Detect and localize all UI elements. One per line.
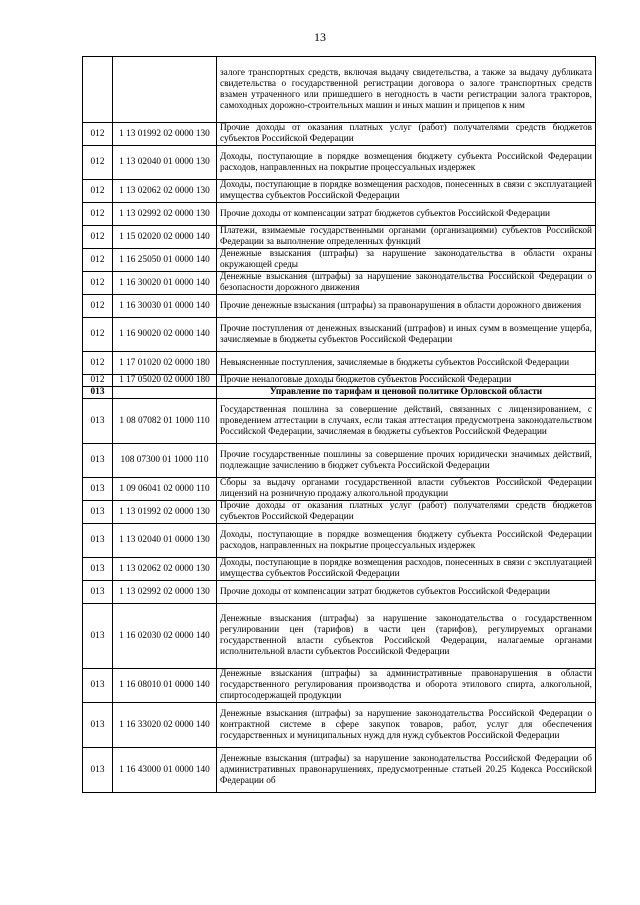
table-row (83, 123, 596, 146)
table-row (83, 558, 596, 581)
admin-code-cell: 012 (83, 295, 113, 318)
kbk-code-cell: 1 15 02020 02 0000 140 (113, 226, 217, 249)
revenue-name-cell: Прочие государственные пошлины за совершение прочих юридически значимых действий, подлежащие зачислению в бюджет субъекта Российской Федерации (217, 444, 596, 478)
kbk-code-cell: 1 13 02992 02 0000 130 (113, 581, 217, 604)
kbk-code-cell: 1 16 02030 02 0000 140 (113, 604, 217, 669)
revenue-name-cell: Невыясненные поступления, зачисляемые в бюджеты субъектов Российской Федерации (217, 352, 596, 375)
revenue-name-cell: Прочие неналоговые доходы бюджетов субъектов Российской Федерации (217, 375, 596, 387)
revenue-name-cell: Государственная пошлина за совершение действий, связанных с лицензированием, с проведением аттестации в случаях, если такая аттестация предусмотрена законодательством Российской Федерации, зачисляемая в бюджеты субъектов Российской Федерации (217, 399, 596, 444)
revenue-codes-table (82, 56, 596, 793)
revenue-name-cell: Доходы, поступающие в порядке возмещения расходов, понесенных в связи с эксплуатацией имущества субъектов Российской Федерации (217, 180, 596, 203)
admin-code-cell: 013 (83, 703, 113, 748)
kbk-code-cell: 108 07300 01 1000 110 (113, 444, 217, 478)
kbk-code-cell: 1 13 02992 02 0000 130 (113, 203, 217, 226)
admin-code-cell: 012 (83, 146, 113, 180)
revenue-name-cell: Денежные взыскания (штрафы) за нарушение законодательства Российской Федерации о контрактной системе в сфере закупок товаров, работ, услуг для обеспечения государственных и муниципальных нужд для нужд субъектов Российской Федерации (217, 703, 596, 748)
revenue-name-cell: Сборы за выдачу органами государственной власти субъектов Российской Федерации лицензий на розничную продажу алкогольной продукции (217, 478, 596, 501)
table-row (83, 180, 596, 203)
table-row (83, 203, 596, 226)
table-row (83, 226, 596, 249)
table-row (83, 272, 596, 295)
revenue-name-cell: Платежи, взимаемые государственными органами (организациями) субъектов Российской Федерации за выполнение определенных функций (217, 226, 596, 249)
admin-code-cell: 013 (83, 581, 113, 604)
revenue-name-cell: Прочие поступления от денежных взысканий (штрафов) и иных сумм в возмещение ущерба, зачисляемые в бюджеты субъектов Российской Федерации (217, 318, 596, 352)
kbk-code-cell: 1 13 01992 02 0000 130 (113, 123, 217, 146)
table-row (83, 669, 596, 703)
kbk-code-cell (113, 57, 217, 123)
revenue-name-cell: Денежные взыскания (штрафы) за нарушение законодательства Российской Федерации о безопасности дорожного движения (217, 272, 596, 295)
admin-code-cell: 012 (83, 352, 113, 375)
kbk-code-cell: 1 17 01020 02 0000 180 (113, 352, 217, 375)
table-row (83, 604, 596, 669)
admin-code-cell: 013 (83, 604, 113, 669)
admin-code-cell: 013 (83, 399, 113, 444)
admin-code-cell: 013 (83, 669, 113, 703)
admin-code-cell: 013 (83, 478, 113, 501)
revenue-name-cell: Денежные взыскания (штрафы) за нарушение законодательства о государственном регулировании цен (тарифов) в части цен (тарифов), регулируемых органами государственной власти субъектов Российской Федерации, налагаемые органами исполнительной власти субъектов Российской Федерации (217, 604, 596, 669)
admin-code-cell: 012 (83, 375, 113, 387)
admin-code-cell: 012 (83, 249, 113, 272)
revenue-name-cell: Доходы, поступающие в порядке возмещения расходов, понесенных в связи с эксплуатацией имущества субъектов Российской Федерации (217, 558, 596, 581)
revenue-name-cell: Прочие доходы от компенсации затрат бюджетов субъектов Российской Федерации (217, 581, 596, 604)
kbk-code-cell: 1 16 30030 01 0000 140 (113, 295, 217, 318)
revenue-name-cell: Прочие доходы от компенсации затрат бюджетов субъектов Российской Федерации (217, 203, 596, 226)
kbk-code-cell: 1 13 01992 02 0000 130 (113, 501, 217, 524)
revenue-name-cell: Денежные взыскания (штрафы) за нарушение законодательства в области охраны окружающей среды (217, 249, 596, 272)
table-row (83, 146, 596, 180)
kbk-code-cell: 1 17 05020 02 0000 180 (113, 375, 217, 387)
table-row (83, 581, 596, 604)
kbk-code-cell (113, 387, 217, 399)
kbk-code-cell: 1 16 25050 01 0000 140 (113, 249, 217, 272)
table-row (83, 295, 596, 318)
table-row (83, 524, 596, 558)
revenue-name-cell: Прочие денежные взыскания (штрафы) за правонарушения в области дорожного движения (217, 295, 596, 318)
kbk-code-cell: 1 16 33020 02 0000 140 (113, 703, 217, 748)
table-row (83, 318, 596, 352)
kbk-code-cell: 1 09 06041 02 0000 110 (113, 478, 217, 501)
kbk-code-cell: 1 16 90020 02 0000 140 (113, 318, 217, 352)
revenue-name-cell: Денежные взыскания (штрафы) за административные правонарушения в области государственного регулирования производства и оборота этилового спирта, алкогольной, спиртосодержащей продукции (217, 669, 596, 703)
table-section-row (83, 387, 596, 399)
kbk-code-cell: 1 16 30020 01 0000 140 (113, 272, 217, 295)
admin-code-cell: 013 (83, 387, 113, 399)
kbk-code-cell: 1 16 08010 01 0000 140 (113, 669, 217, 703)
kbk-code-cell: 1 13 02062 02 0000 130 (113, 558, 217, 581)
table-row (83, 57, 596, 123)
kbk-code-cell: 1 16 43000 01 0000 140 (113, 748, 217, 793)
kbk-code-cell: 1 13 02040 01 0000 130 (113, 146, 217, 180)
admin-code-cell: 012 (83, 226, 113, 249)
kbk-code-cell: 1 08 07082 01 1000 110 (113, 399, 217, 444)
admin-code-cell (83, 57, 113, 123)
revenue-name-cell: Прочие доходы от оказания платных услуг (работ) получателями средств бюджетов субъектов Российской Федерации (217, 123, 596, 146)
admin-code-cell: 013 (83, 748, 113, 793)
admin-code-cell: 013 (83, 558, 113, 581)
table-row (83, 352, 596, 375)
kbk-code-cell: 1 13 02040 01 0000 130 (113, 524, 217, 558)
admin-code-cell: 013 (83, 444, 113, 478)
admin-code-cell: 012 (83, 180, 113, 203)
revenue-name-cell: залоге транспортных средств, включая выдачу свидетельства, а также за выдачу дубликата свидетельства о государственной регистрации договора о залоге транспортных средств взамен утраченного или пришедшего в негодность в части регистрации залога тракторов, самоходных дорожно-строительных машин и иных машин и прицепов к ним (217, 57, 596, 123)
admin-code-cell: 012 (83, 272, 113, 295)
revenue-name-cell: Денежные взыскания (штрафы) за нарушение законодательства Российской Федерации об административных правонарушениях, предусмотренные статьей 20.25 Кодекса Российской Федерации об (217, 748, 596, 793)
table-row (83, 375, 596, 387)
revenue-name-cell: Доходы, поступающие в порядке возмещения бюджету субъекта Российской Федерации расходов, направленных на покрытие процессуальных издержек (217, 524, 596, 558)
table-row (83, 444, 596, 478)
table-row (83, 399, 596, 444)
table-row (83, 748, 596, 793)
revenue-name-cell: Прочие доходы от оказания платных услуг (работ) получателями средств бюджетов субъектов Российской Федерации (217, 501, 596, 524)
table-row (83, 501, 596, 524)
table-row (83, 478, 596, 501)
revenue-name-cell: Доходы, поступающие в порядке возмещения бюджету субъекта Российской Федерации расходов, направленных на покрытие процессуальных издержек (217, 146, 596, 180)
admin-code-cell: 012 (83, 203, 113, 226)
revenue-name-cell: Управление по тарифам и ценовой политике Орловской области (217, 387, 596, 399)
admin-code-cell: 013 (83, 524, 113, 558)
table-row (83, 249, 596, 272)
admin-code-cell: 012 (83, 123, 113, 146)
admin-code-cell: 013 (83, 501, 113, 524)
page-number: 13 (314, 30, 326, 44)
table-row (83, 703, 596, 748)
admin-code-cell: 012 (83, 318, 113, 352)
kbk-code-cell: 1 13 02062 02 0000 130 (113, 180, 217, 203)
